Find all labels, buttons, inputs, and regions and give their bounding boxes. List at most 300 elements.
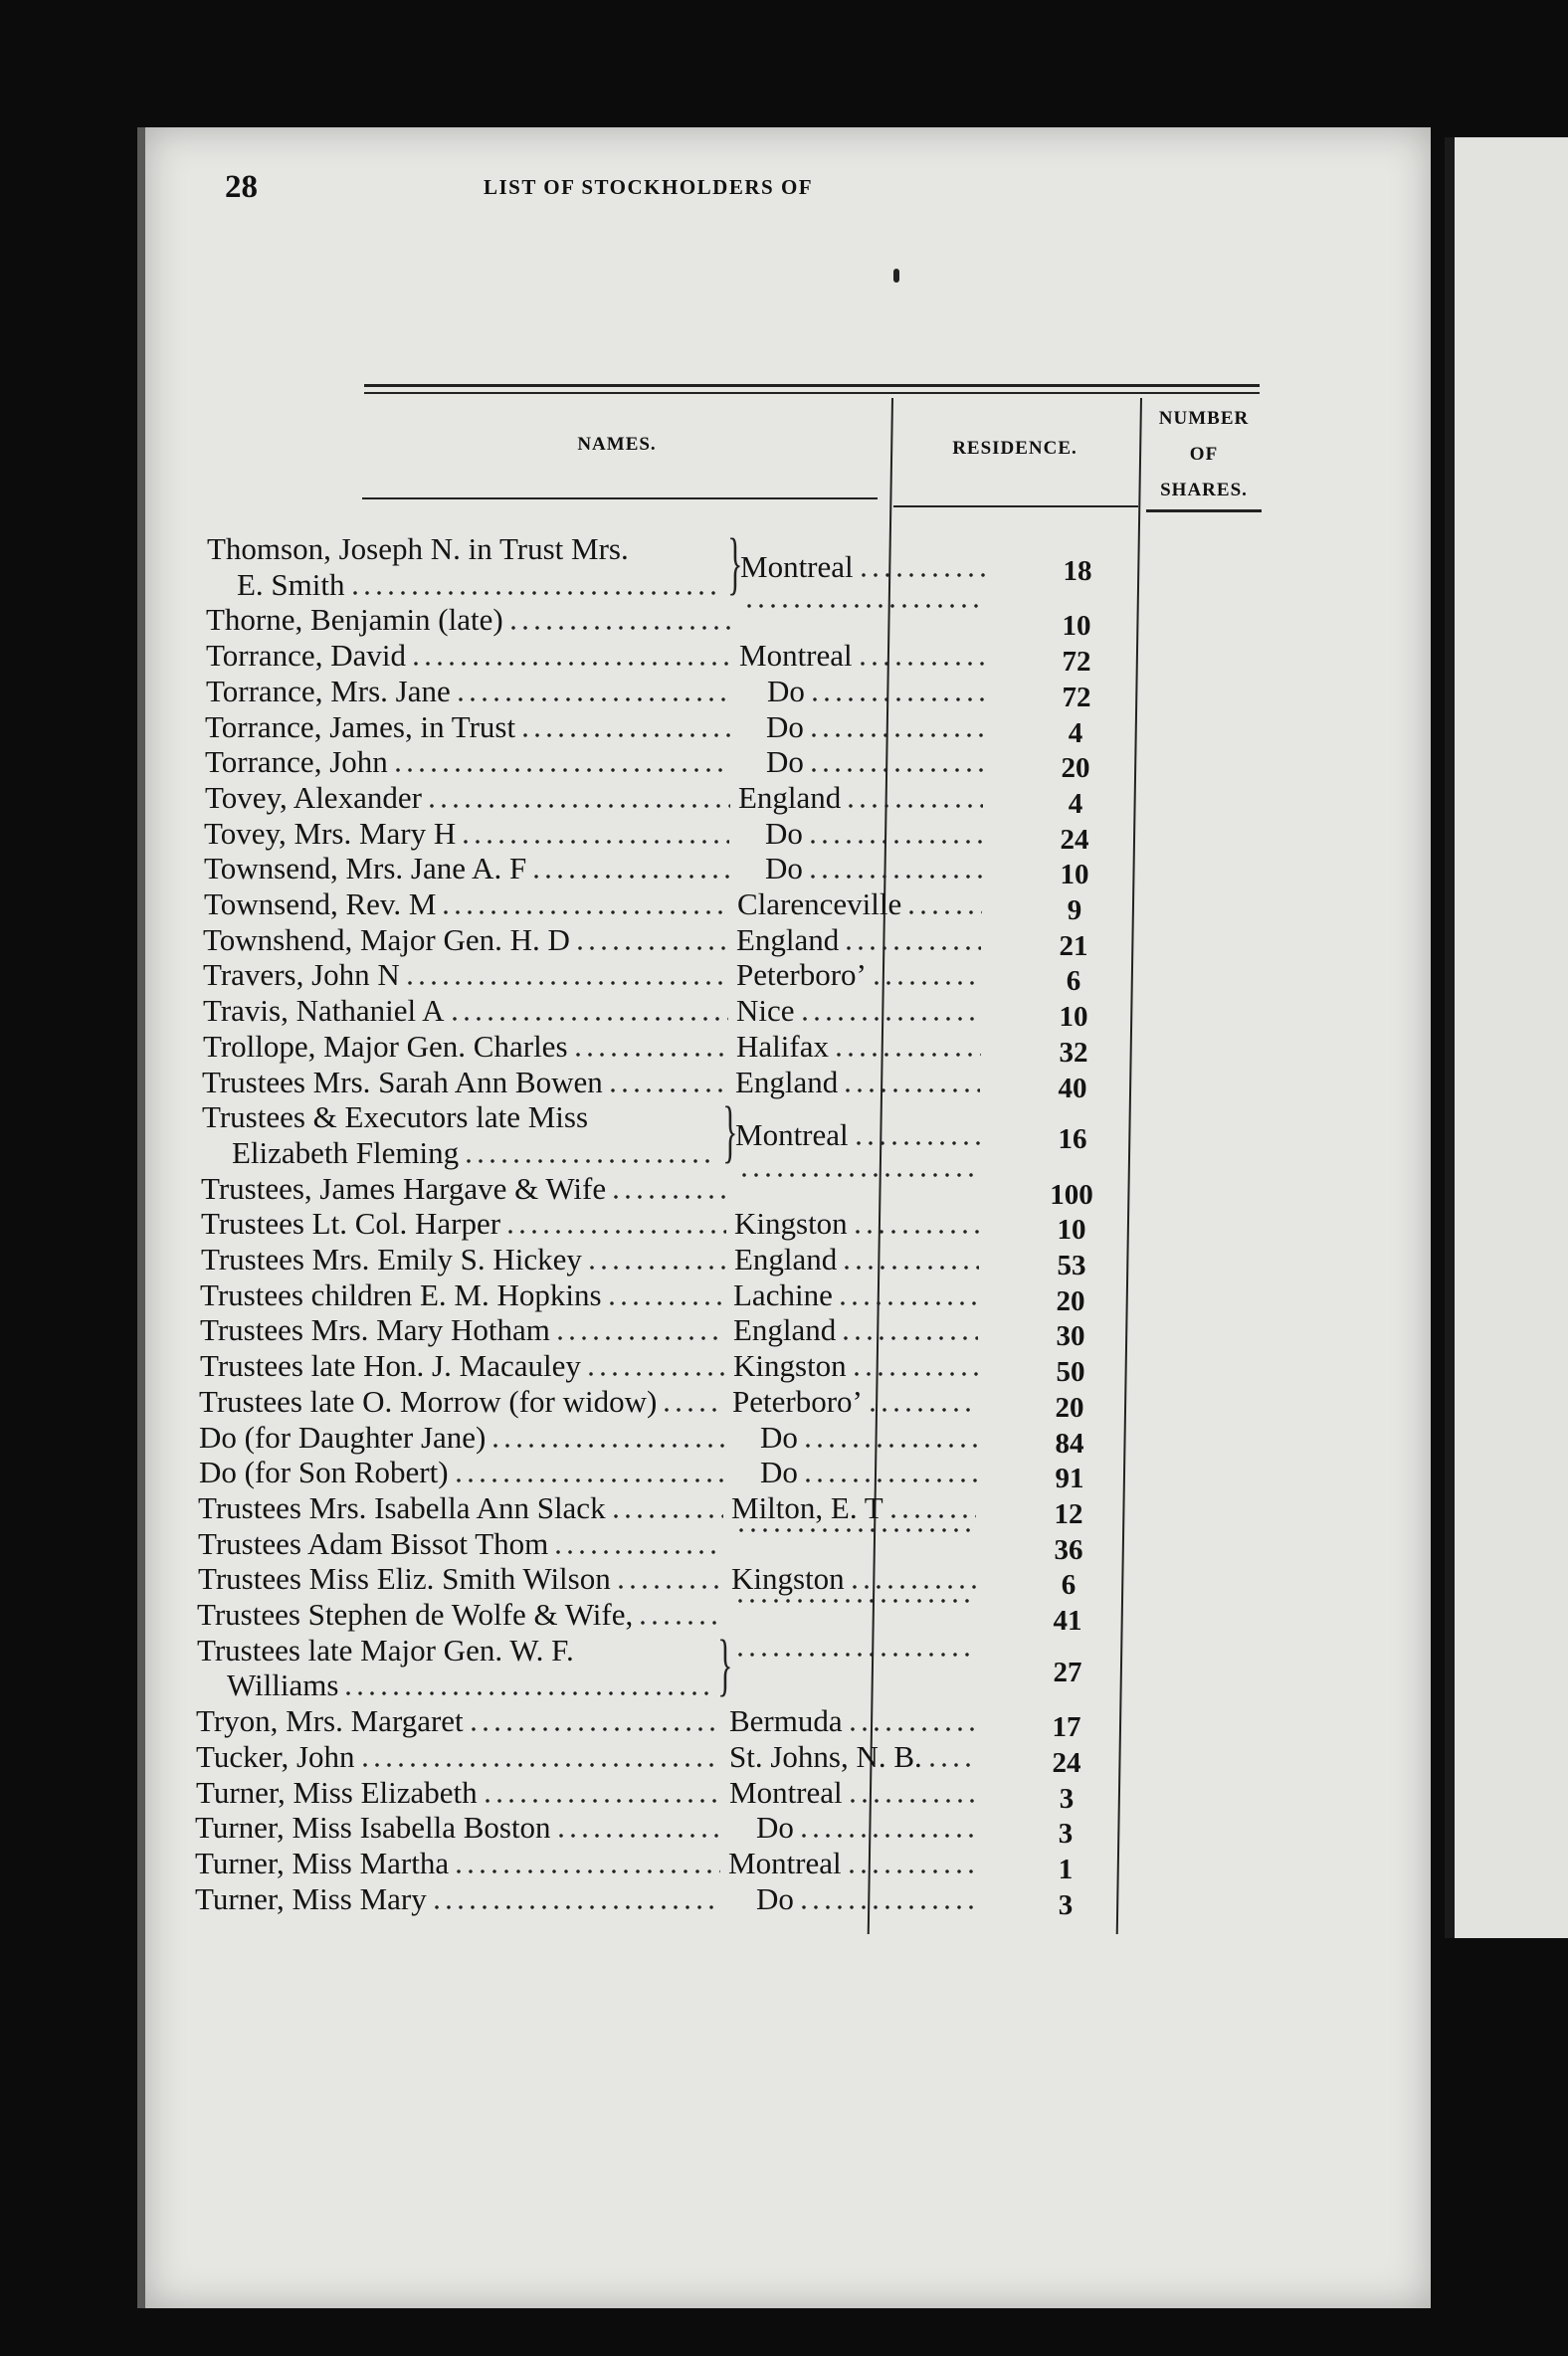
share-count: 72 xyxy=(1062,681,1091,713)
share-count: 53 xyxy=(1057,1250,1086,1281)
residence xyxy=(735,1065,980,1100)
share-count: 10 xyxy=(1062,610,1091,643)
share-count: 32 xyxy=(1059,1036,1088,1069)
column-head-shares-2: OF xyxy=(1189,444,1219,465)
residence-text: Kingston xyxy=(734,1206,848,1242)
stockholder-name xyxy=(199,1420,724,1456)
grouping-brace: } xyxy=(722,1093,738,1171)
stockholder-name-text: Trustees Stephen de Wolfe & Wife, xyxy=(197,1597,634,1632)
leader-dots xyxy=(807,838,982,846)
share-count: 84 xyxy=(1055,1427,1084,1460)
ink-speck xyxy=(893,269,899,283)
column-head-shares-1: NUMBER xyxy=(1158,408,1250,429)
residence-text: Montreal xyxy=(735,1117,849,1153)
share-count: 3 xyxy=(1058,1818,1074,1851)
share-count: 24 xyxy=(1052,1746,1081,1779)
residence xyxy=(732,1384,977,1420)
table-row xyxy=(205,744,1120,785)
table-row xyxy=(202,1064,1117,1104)
stockholder-name-text: Torrance, James, in Trust xyxy=(205,708,516,744)
residence-text: Peterboro’ xyxy=(736,957,867,993)
stockholder-name-text: Trustees late Hon. J. Macauley xyxy=(200,1348,581,1384)
residence-text: Montreal xyxy=(740,548,854,584)
stockholder-name xyxy=(196,1739,721,1775)
share-count: 4 xyxy=(1068,787,1083,820)
stockholder-name xyxy=(198,1526,723,1562)
residence-text: Montreal xyxy=(729,1774,843,1810)
leader-dots xyxy=(847,1725,974,1733)
table-row xyxy=(198,1561,1113,1602)
stockholder-name-text: Travers, John N xyxy=(203,957,400,993)
residence-text: Peterboro’ xyxy=(732,1383,863,1419)
leader-dots xyxy=(798,1903,973,1911)
stockholder-name-text: Turner, Miss Mary xyxy=(195,1880,427,1916)
residence-text: Halifax xyxy=(736,1028,829,1064)
leader-dots xyxy=(802,1442,977,1450)
residence-text: Montreal xyxy=(739,638,853,674)
table-row-continuation xyxy=(197,1668,1112,1703)
leader-dots xyxy=(453,1867,720,1875)
residence xyxy=(739,638,984,674)
stockholder-name xyxy=(205,780,730,816)
share-count: 9 xyxy=(1067,894,1082,926)
share-count: 30 xyxy=(1056,1320,1085,1353)
residence-text: Milton, E. T xyxy=(731,1489,883,1525)
share-count: 16 xyxy=(1058,1123,1087,1156)
stockholder-name xyxy=(196,1703,721,1739)
residence xyxy=(731,1526,976,1540)
residence xyxy=(739,602,984,616)
facing-page-edge xyxy=(1445,137,1568,1938)
stockholder-name-text: Torrance, David xyxy=(206,638,406,674)
stockholder-name xyxy=(204,816,729,852)
leader-dots xyxy=(610,1193,726,1201)
residence xyxy=(738,780,983,816)
table-row-continuation xyxy=(207,567,1122,603)
leader-dots xyxy=(504,1228,726,1236)
table-row xyxy=(201,1242,1116,1281)
share-count: 72 xyxy=(1062,646,1091,679)
residence xyxy=(737,851,982,886)
residence xyxy=(730,1597,975,1611)
residence-text: England xyxy=(734,1242,838,1276)
grouping-brace: } xyxy=(727,525,743,602)
stockholder-name xyxy=(197,1597,722,1633)
residence xyxy=(734,1171,979,1185)
leader-dots xyxy=(661,1406,724,1414)
residence xyxy=(728,1810,973,1846)
table-row xyxy=(196,1703,1111,1744)
leader-dots xyxy=(404,979,728,987)
residence-text: England xyxy=(733,1312,837,1348)
stockholder-name-text: Thomson, Joseph N. in Trust Mrs. xyxy=(207,531,629,566)
leader-dots xyxy=(507,624,731,632)
stockholder-name-continued-text: Williams xyxy=(227,1668,339,1703)
leader-dots xyxy=(867,1406,977,1414)
residence-text: England xyxy=(736,921,840,957)
residence-text: Do xyxy=(760,1419,798,1455)
residence xyxy=(737,816,982,852)
leader-dots xyxy=(431,1903,720,1911)
stockholder-name-text: Trustees & Executors late Miss xyxy=(202,1099,589,1135)
leader-dots xyxy=(802,1476,977,1484)
leader-dots xyxy=(808,766,983,774)
share-count: 10 xyxy=(1057,1214,1086,1247)
stockholder-name-text: Townshend, Major Gen. H. D xyxy=(203,921,570,957)
share-count: 21 xyxy=(1059,929,1088,962)
leader-dots xyxy=(555,1832,720,1840)
stockholder-name-text: Trustees Mrs. Emily S. Hickey xyxy=(201,1242,582,1276)
column-head-names: NAMES. xyxy=(577,434,657,455)
leader-dots xyxy=(808,731,983,739)
stockholder-name xyxy=(199,1455,724,1490)
share-count: 12 xyxy=(1054,1497,1083,1530)
share-count: 10 xyxy=(1059,1001,1088,1034)
stockholder-name-text: Trustees Mrs. Sarah Ann Bowen xyxy=(202,1064,603,1099)
leader-dots xyxy=(852,1228,979,1236)
stockholder-name xyxy=(203,922,728,958)
leader-dots xyxy=(841,1264,979,1272)
table-row xyxy=(197,1597,1112,1637)
share-count: 6 xyxy=(1066,965,1081,998)
residence-text: Montreal xyxy=(728,1845,842,1880)
stockholder-name-text: Trustees late Major Gen. W. F. xyxy=(197,1632,574,1668)
residence xyxy=(732,1420,977,1456)
table-row xyxy=(199,1419,1114,1460)
stockholder-name-continued xyxy=(232,1135,715,1171)
share-count: 4 xyxy=(1068,716,1083,749)
table-row xyxy=(203,993,1118,1034)
residence-text: Do xyxy=(766,744,804,780)
header-rule-bottom-shares xyxy=(1146,509,1262,512)
leader-dots xyxy=(610,1512,723,1520)
stockholder-name xyxy=(200,1277,725,1313)
residence-text: Kingston xyxy=(731,1561,845,1597)
share-count: 10 xyxy=(1060,859,1089,891)
table-row xyxy=(200,1348,1115,1389)
stockholder-name xyxy=(198,1490,723,1526)
stockholder-name xyxy=(200,1348,725,1384)
residence-text: England xyxy=(735,1064,839,1099)
residence xyxy=(733,1348,978,1384)
header-rule-top-2 xyxy=(364,392,1260,394)
stockholder-name xyxy=(206,602,731,638)
table-row xyxy=(200,1312,1115,1353)
residence-text: Do xyxy=(756,1880,794,1916)
stockholder-name-text: Trustees late O. Morrow (for widow) xyxy=(199,1383,658,1419)
leader-dots xyxy=(734,1651,975,1659)
table-row xyxy=(201,1206,1116,1247)
leader-dots xyxy=(738,1171,979,1179)
leader-dots xyxy=(843,944,981,952)
share-count: 20 xyxy=(1056,1284,1085,1317)
stockholder-name xyxy=(205,709,730,745)
stockholder-name xyxy=(203,957,728,993)
stockholder-name-text: Trustees Adam Bissot Thom xyxy=(198,1525,549,1561)
residence xyxy=(736,993,981,1029)
table-row-continuation xyxy=(202,1135,1117,1171)
stockholder-name xyxy=(202,1065,727,1100)
residence xyxy=(733,1277,978,1313)
running-title: LIST OF STOCKHOLDERS OF xyxy=(484,175,814,199)
residence xyxy=(729,1703,974,1739)
stockholder-name-text: Townsend, Rev. M xyxy=(204,886,437,921)
stockholder-name-text: Trollope, Major Gen. Charles xyxy=(203,1028,568,1064)
leader-dots xyxy=(926,1761,974,1769)
column-head-shares-3: SHARES. xyxy=(1160,480,1248,500)
leader-dots xyxy=(349,589,720,597)
stockholder-name-text: Trustees, James Hargave & Wife xyxy=(201,1170,607,1206)
residence-text: Clarenceville xyxy=(737,886,902,921)
stockholder-name-text: Tovey, Alexander xyxy=(205,779,422,815)
stockholder-name-text: Trustees Mrs. Mary Hotham xyxy=(200,1312,550,1348)
leader-dots xyxy=(453,1476,724,1484)
share-count: 3 xyxy=(1059,1782,1075,1815)
leader-dots xyxy=(530,873,729,881)
share-count: 36 xyxy=(1054,1533,1083,1566)
residence-text: England xyxy=(738,779,842,815)
stockholder-name-text: Tucker, John xyxy=(196,1738,355,1774)
share-count: 24 xyxy=(1060,823,1089,856)
leader-dots xyxy=(410,660,731,668)
stockholder-name-text: Torrance, Mrs. Jane xyxy=(206,673,451,708)
table-row xyxy=(196,1738,1111,1779)
leader-dots xyxy=(735,1526,976,1534)
stockholder-name xyxy=(204,851,729,886)
share-count: 40 xyxy=(1058,1072,1087,1104)
residence-text: Nice xyxy=(736,993,795,1029)
leader-dots xyxy=(734,1597,975,1605)
stockholder-name-text: Turner, Miss Isabella Boston xyxy=(195,1810,551,1846)
stockholder-name xyxy=(207,531,732,567)
residence xyxy=(736,922,981,958)
stockholder-name-text: Thorne, Benjamin (late) xyxy=(206,602,503,638)
stockholder-name-text: Do (for Daughter Jane) xyxy=(199,1419,487,1455)
leader-dots xyxy=(837,1299,978,1307)
residence xyxy=(738,744,983,780)
leader-dots xyxy=(482,1797,721,1805)
leader-dots xyxy=(871,979,981,987)
residence xyxy=(738,709,983,745)
page-number: 28 xyxy=(225,169,258,205)
leader-dots xyxy=(807,873,982,881)
table-row xyxy=(195,1880,1110,1921)
stockholder-name-text: Townsend, Mrs. Jane A. F xyxy=(204,851,527,886)
stockholder-name-continued xyxy=(237,567,720,603)
stockholder-name xyxy=(203,1029,728,1065)
stockholder-name-continued-text: E. Smith xyxy=(237,566,345,602)
stockholder-name xyxy=(206,638,731,674)
leader-dots xyxy=(905,908,982,916)
leader-dots xyxy=(847,1797,974,1805)
stockholder-name-text: Turner, Miss Martha xyxy=(195,1845,450,1880)
leader-dots xyxy=(342,1689,710,1697)
stockholder-name xyxy=(203,993,728,1029)
leader-dots xyxy=(637,1619,722,1627)
residence-text: Do xyxy=(766,708,804,744)
residence-text: Lachine xyxy=(733,1276,833,1312)
leader-dots xyxy=(809,695,984,703)
leader-dots xyxy=(426,802,730,810)
column-head-residence: RESIDENCE. xyxy=(952,438,1078,459)
residence xyxy=(728,1881,973,1917)
leader-dots xyxy=(586,1264,726,1272)
residence-text: Do xyxy=(765,815,803,851)
table-row xyxy=(203,1028,1118,1069)
leader-dots xyxy=(798,1832,973,1840)
header-rule-top xyxy=(364,384,1260,387)
leader-dots xyxy=(460,838,729,846)
stockholder-name-text: Tryon, Mrs. Margaret xyxy=(196,1703,464,1739)
table-row xyxy=(203,921,1118,962)
residence-text: Bermuda xyxy=(729,1703,843,1739)
table-row xyxy=(199,1383,1114,1424)
leader-dots xyxy=(849,1583,976,1591)
leader-dots xyxy=(468,1725,721,1733)
leader-dots xyxy=(606,1299,725,1307)
table-row xyxy=(196,1774,1111,1815)
leader-dots xyxy=(833,1051,981,1059)
stockholder-name-text: Trustees children E. M. Hopkins xyxy=(200,1276,602,1312)
table-row xyxy=(198,1489,1113,1530)
stockholder-name xyxy=(201,1242,726,1277)
stockholder-name xyxy=(201,1206,726,1242)
leader-dots xyxy=(743,602,984,610)
leader-dots xyxy=(607,1086,727,1094)
share-count: 1 xyxy=(1058,1853,1074,1885)
share-count: 41 xyxy=(1053,1605,1082,1637)
residence xyxy=(728,1846,973,1881)
leader-dots xyxy=(846,1867,973,1875)
stockholder-name xyxy=(198,1561,723,1597)
table-row xyxy=(195,1845,1110,1885)
residence xyxy=(734,1242,979,1277)
share-count: 100 xyxy=(1050,1178,1093,1211)
leader-dots xyxy=(887,1512,976,1520)
leader-dots xyxy=(851,1370,978,1378)
table-row xyxy=(206,638,1121,679)
leader-dots xyxy=(857,660,984,668)
stockholder-name-text: Tovey, Mrs. Mary H xyxy=(204,815,457,851)
table-row xyxy=(204,851,1119,891)
table-row xyxy=(203,957,1118,998)
table-row xyxy=(206,673,1121,713)
residence xyxy=(736,957,981,993)
residence xyxy=(737,886,982,922)
share-count: 91 xyxy=(1055,1463,1084,1495)
table-row xyxy=(204,886,1119,926)
share-count: 6 xyxy=(1061,1569,1077,1602)
residence xyxy=(733,1312,978,1348)
residence xyxy=(731,1561,976,1597)
grouping-brace: } xyxy=(717,1626,733,1703)
share-count: 20 xyxy=(1055,1391,1084,1424)
residence xyxy=(732,1455,977,1490)
stockholder-name-text: Do (for Son Robert) xyxy=(199,1455,449,1490)
leader-dots xyxy=(449,1015,728,1023)
residence-text: Do xyxy=(756,1810,794,1846)
share-count: 18 xyxy=(1063,554,1092,587)
leader-dots xyxy=(615,1583,723,1591)
residence-text: Do xyxy=(765,851,803,886)
leader-dots xyxy=(845,802,983,810)
leader-dots xyxy=(519,731,730,739)
leader-dots xyxy=(392,766,730,774)
table-row xyxy=(206,602,1121,643)
share-count: 17 xyxy=(1052,1711,1081,1744)
stockholder-name xyxy=(197,1633,722,1669)
residence xyxy=(729,1739,974,1775)
stockholder-name xyxy=(195,1881,720,1917)
share-count: 27 xyxy=(1053,1656,1082,1688)
stockholder-name xyxy=(196,1775,721,1811)
residence xyxy=(730,1651,975,1665)
leader-dots xyxy=(552,1548,723,1556)
table-row xyxy=(201,1170,1116,1211)
residence-text: Kingston xyxy=(733,1348,847,1384)
leader-dots xyxy=(490,1442,724,1450)
stockholder-name-text: Travis, Nathaniel A xyxy=(203,993,445,1029)
stockholder-name-continued-text: Elizabeth Fleming xyxy=(232,1134,460,1170)
leader-dots xyxy=(455,695,731,703)
share-count: 50 xyxy=(1056,1356,1085,1389)
stockholder-name-text: Trustees Lt. Col. Harper xyxy=(201,1206,501,1242)
stockholder-name-text: Torrance, John xyxy=(205,744,388,780)
leader-dots xyxy=(572,1051,728,1059)
share-count: 3 xyxy=(1058,1888,1074,1921)
table-row xyxy=(200,1276,1115,1317)
header-rule-bottom-names xyxy=(362,497,878,499)
leader-dots xyxy=(574,944,728,952)
leader-dots xyxy=(554,1334,725,1342)
leader-dots xyxy=(842,1086,980,1094)
residence xyxy=(729,1775,974,1811)
residence-text: St. Johns, N. B. xyxy=(729,1738,922,1774)
stockholder-name xyxy=(202,1099,727,1135)
stockholder-name xyxy=(205,744,730,780)
residence-text: Do xyxy=(760,1455,798,1490)
stockholder-name xyxy=(195,1810,720,1846)
table-row xyxy=(204,815,1119,856)
leader-dots xyxy=(463,1157,715,1165)
leader-dots xyxy=(585,1370,725,1378)
stockholder-name-continued xyxy=(227,1668,710,1703)
residence xyxy=(731,1490,976,1526)
stockholder-name xyxy=(206,674,731,709)
stockholder-name-text: Turner, Miss Elizabeth xyxy=(196,1774,478,1810)
stockholder-name-text: Trustees Miss Eliz. Smith Wilson xyxy=(198,1561,611,1597)
stockholder-name xyxy=(199,1384,724,1420)
residence xyxy=(736,1029,981,1065)
table-row xyxy=(198,1525,1113,1566)
leader-dots xyxy=(359,1761,721,1769)
stockholder-name xyxy=(201,1171,726,1207)
table-row xyxy=(205,779,1120,820)
stockholder-name-text: Trustees Mrs. Isabella Ann Slack xyxy=(198,1489,606,1525)
residence-text: Do xyxy=(767,673,805,708)
header-rule-bottom-residence xyxy=(893,505,1138,507)
leader-dots xyxy=(799,1015,981,1023)
leader-dots xyxy=(840,1334,978,1342)
share-count: 20 xyxy=(1061,752,1090,785)
stockholder-name xyxy=(195,1846,720,1881)
table-row xyxy=(195,1810,1110,1851)
stockholder-name xyxy=(200,1312,725,1348)
table-row xyxy=(199,1455,1114,1495)
table-row xyxy=(205,708,1120,749)
stockholder-name xyxy=(204,886,729,922)
residence xyxy=(739,674,984,709)
